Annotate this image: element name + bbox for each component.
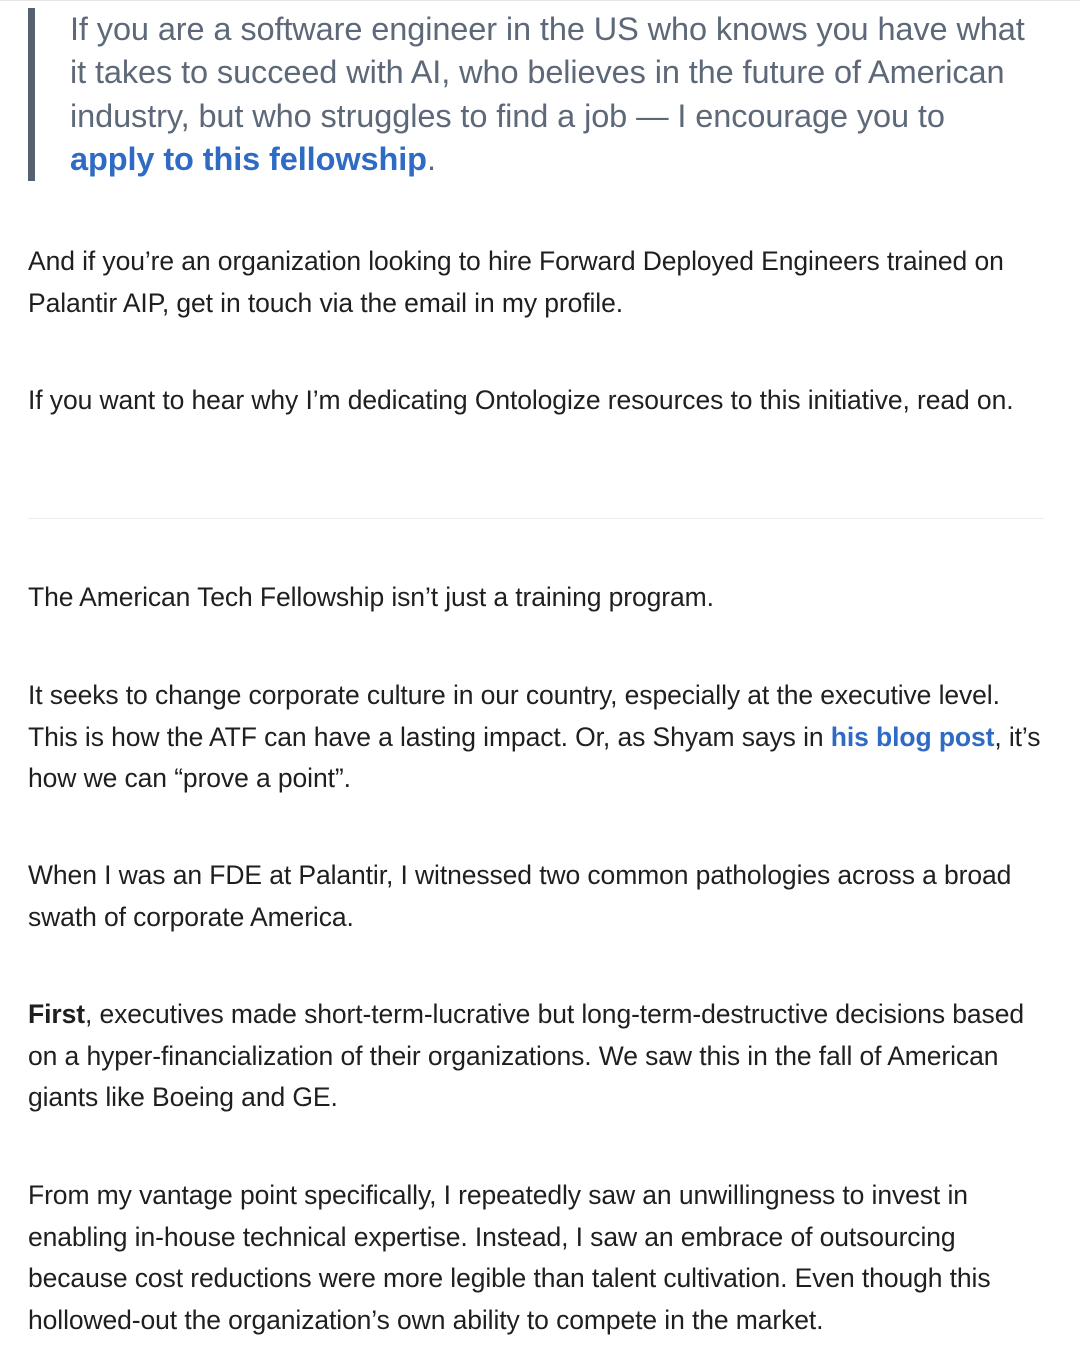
paragraph-read-on: If you want to hear why I’m dedicating Ontologize resources to this initiative, read on.	[28, 385, 1014, 415]
paragraph-text: , executives made short-term-lucrative but long-term-destructive decisions based on a hyper-financialization of their organizations. We saw this in the fall of American giants like Boeing and GE.	[28, 999, 1024, 1112]
paragraph-corporate-culture	[28, 675, 1048, 800]
paragraph-atf-intro: The American Tech Fellowship isn’t just a training program.	[28, 582, 714, 612]
paragraph-text: It seeks to change corporate culture in our country, especially at the executive level. This is how the ATF can have a lasting impact. Or, as Shyam says in	[28, 680, 1000, 752]
paragraph-outsourcing: From my vantage point specifically, I repeatedly saw an unwillingness to invest in enabling in-house technical expertise. Instead, I saw an embrace of outsourcing because cost reductions were more legible than talent cultivation. Even though this hollowed-out the organization’s own ability to compete in the market.	[28, 1180, 991, 1335]
apply-fellowship-link[interactable]: apply to this fellowship	[70, 140, 427, 177]
paragraph-first-pathology	[28, 994, 1048, 1119]
blog-post-link[interactable]: his blog post	[830, 721, 995, 752]
paragraph-pathologies: When I was an FDE at Palantir, I witnessed two common pathologies across a broad swath of corporate America.	[28, 860, 1012, 932]
paragraph-text-end: , it’s how we can “prove a point”.	[28, 721, 1041, 793]
blockquote	[28, 8, 1038, 181]
quote-text: If you are a software engineer in the US who knows you have what it takes to succeed with AI, who believes in the future of American industry, but who struggles to find a job — I encourage you to	[70, 11, 1025, 134]
first-label: First	[28, 999, 85, 1029]
quote-text-end: .	[426, 140, 436, 177]
section-divider	[28, 518, 1044, 519]
paragraph-hire-fdes: And if you’re an organization looking to hire Forward Deployed Engineers trained on Palantir AIP, get in touch via the email in my profile.	[28, 246, 1004, 318]
top-divider	[0, 0, 1080, 1]
